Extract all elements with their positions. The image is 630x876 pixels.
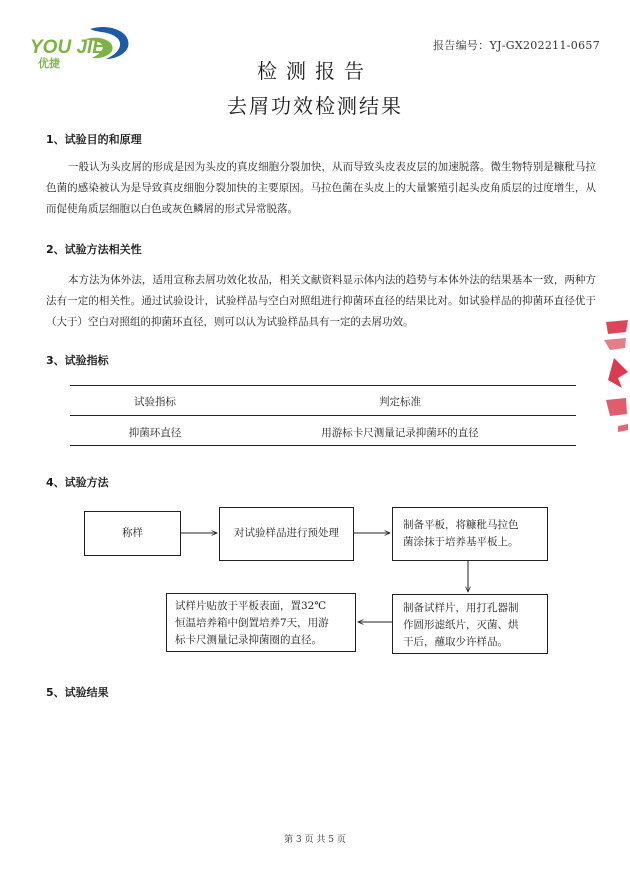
logo-subtext: 优捷: [38, 57, 60, 70]
section-heading-1: 1、试验目的和原理: [46, 133, 142, 146]
report-title: 检测报告: [257, 59, 373, 83]
section-heading-4: 4、试验方法: [46, 476, 109, 489]
flow-step-incubate-line3: 标卡尺测量记录抑菌圈的直径。: [175, 634, 322, 646]
section-heading-3: 3、试验指标: [46, 354, 109, 367]
section-paragraph-2: 本方法为体外法，适用宣称去屑功效化妆品，相关文献资料显示体内法的趋势与本体外法的结果基本一致，两种方法有一定的相关性。通过试验设计，试验样品与空白对照组进行抑菌环直径的结果比对。如试验样品的抑菌环直径优于（大于）空白对照组的抑菌环直径，则可以认为试验样品具有一定的去屑功效。: [46, 274, 596, 328]
flow-step-pretreat-label: 对试验样品进行预处理: [234, 527, 339, 539]
table-header-criterion: 判定标准: [379, 396, 421, 408]
flow-step-incubate-line1: 试样片贴放于平板表面，置32℃: [175, 600, 327, 612]
logo-text: YOU JIE: [30, 37, 105, 58]
section-heading-5: 5、试验结果: [46, 686, 109, 699]
stamp-seal-icon: [600, 318, 630, 438]
table-cell-indicator: 抑菌环直径: [128, 427, 182, 439]
flow-step-disc-line1: 制备试样片，用打孔器制: [403, 602, 519, 614]
report-number: 报告编号：YJ-GX202211-0657: [432, 39, 600, 52]
section-paragraph-1: 一般认为头皮屑的形成是因为头皮的真皮细胞分裂加快，从而导致头皮表皮层的加速脱落。微生物特别是糠秕马拉色菌的感染被认为是导致真皮细胞分裂加快的主要原因。马拉色菌在头皮上的大量繁殖引起头皮角质层的过度增生，从而促使角质层细胞以白色或灰色鳞屑的形式异常脱落。: [46, 161, 596, 215]
flow-step-incubate-line2: 恒温培养箱中倒置培养7天，用游: [175, 617, 329, 629]
table-header-indicator: 试验指标: [134, 396, 176, 408]
page-footer: 第 3 页 共 5 页: [284, 835, 346, 845]
flow-step-disc-line2: 作圆形滤纸片，灭菌、烘: [403, 619, 519, 631]
flow-step-plate-line2: 菌涂抹于培养基平板上。: [403, 536, 519, 548]
section-heading-2: 2、试验方法相关性: [46, 243, 142, 256]
flow-step-disc-line3: 干后，蘸取少许样品。: [403, 636, 508, 648]
table-cell-criterion: 用游标卡尺测量记录抑菌环的直径: [321, 427, 479, 439]
flow-step-weigh-label: 称样: [122, 527, 143, 539]
flow-step-plate-line1: 制备平板，将糠秕马拉色: [403, 519, 519, 531]
report-subtitle: 去屑功效检测结果: [227, 94, 403, 118]
